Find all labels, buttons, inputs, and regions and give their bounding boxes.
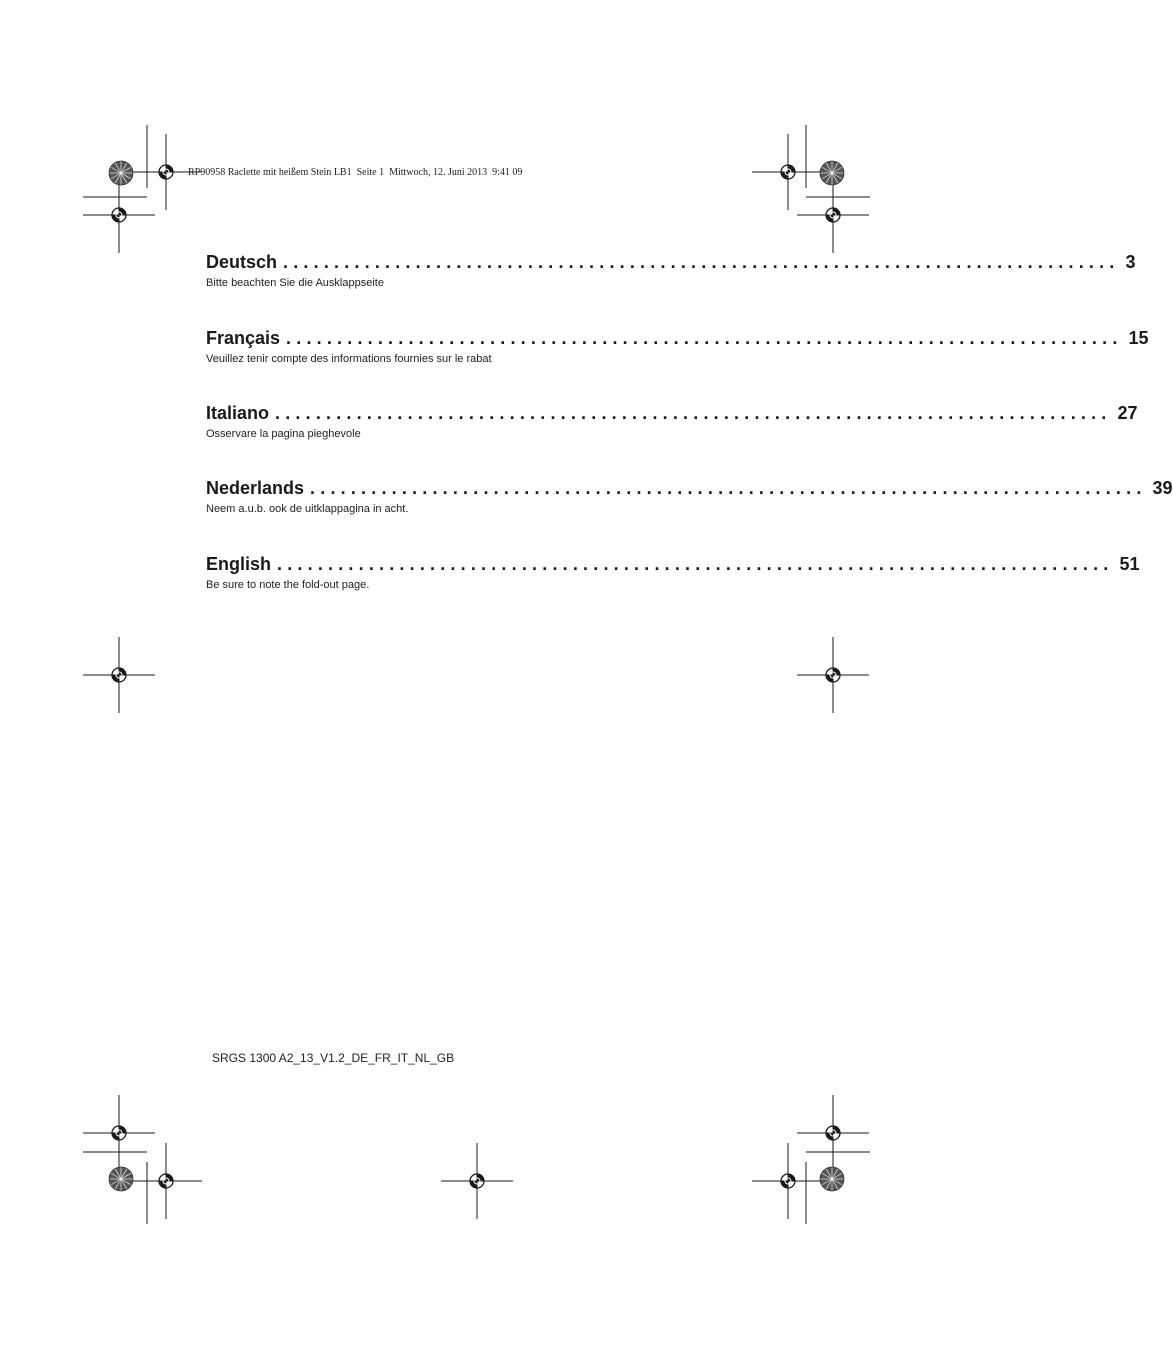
toc-entry-note: Osservare la pagina pieghevole [206, 428, 361, 440]
toc-entry-title: English [206, 554, 272, 574]
starburst-color-target-icon [109, 161, 133, 185]
toc-entry-note: Bitte beachten Sie die Ausklappseite [206, 277, 384, 289]
registration-crosshair-icon [83, 177, 155, 253]
toc-leader-dots: .................................................................................. [283, 252, 1120, 272]
toc-entry-francais[interactable] [206, 326, 1149, 386]
registration-crosshair-icon [83, 637, 155, 713]
print-slug-line: RP90958 Raclette mit heißem Stein LB1 Seite 1 Mittwoch, 12. Juni 2013 9:41 09 [188, 167, 523, 178]
toc-entry-page: 39 [1152, 478, 1173, 498]
registration-crosshair-icon [752, 134, 824, 210]
registration-crosshair-icon [797, 637, 869, 713]
toc-leader-dots: .................................................................................. [275, 403, 1112, 423]
toc-entry-nederlands[interactable] [206, 476, 1173, 536]
toc-entry-english[interactable] [206, 552, 1140, 612]
toc-entry-title: Italiano [206, 403, 270, 423]
starburst-color-target-icon [109, 1167, 133, 1191]
toc-entry-title: Nederlands [206, 478, 305, 498]
toc-entry-page: 27 [1117, 403, 1138, 423]
toc-entry-deutsch[interactable] [206, 250, 1136, 310]
toc-entry-title: Deutsch [206, 252, 278, 272]
toc-leader-dots: .................................................................................. [286, 328, 1123, 348]
toc-leader-dots: .................................................................................. [277, 554, 1114, 574]
starburst-color-target-icon [820, 161, 844, 185]
registration-crosshair-icon [797, 177, 869, 253]
toc-entry-title: Français [206, 328, 281, 348]
registration-crosshair-icon [752, 1143, 824, 1219]
document-code: SRGS 1300 A2_13_V1.2_DE_FR_IT_NL_GB [212, 1051, 455, 1065]
registration-crosshair-icon [441, 1143, 513, 1219]
starburst-color-target-icon [820, 1167, 844, 1191]
toc-leader-dots: .................................................................................. [310, 478, 1147, 498]
toc-entry-page: 3 [1125, 252, 1136, 272]
toc-entry-note: Be sure to note the fold-out page. [206, 579, 370, 591]
toc-entry-page: 15 [1128, 328, 1149, 348]
registration-crosshair-icon [797, 1095, 869, 1171]
toc-entry-page: 51 [1119, 554, 1140, 574]
toc-entry-italiano[interactable] [206, 401, 1138, 461]
toc-entry-note: Neem a.u.b. ook de uitklappagina in acht. [206, 503, 409, 515]
registration-crosshair-icon [83, 1095, 155, 1171]
toc-entry-note: Veuillez tenir compte des informations fournies sur le rabat [206, 353, 492, 365]
registration-crosshair-icon [130, 1143, 202, 1219]
